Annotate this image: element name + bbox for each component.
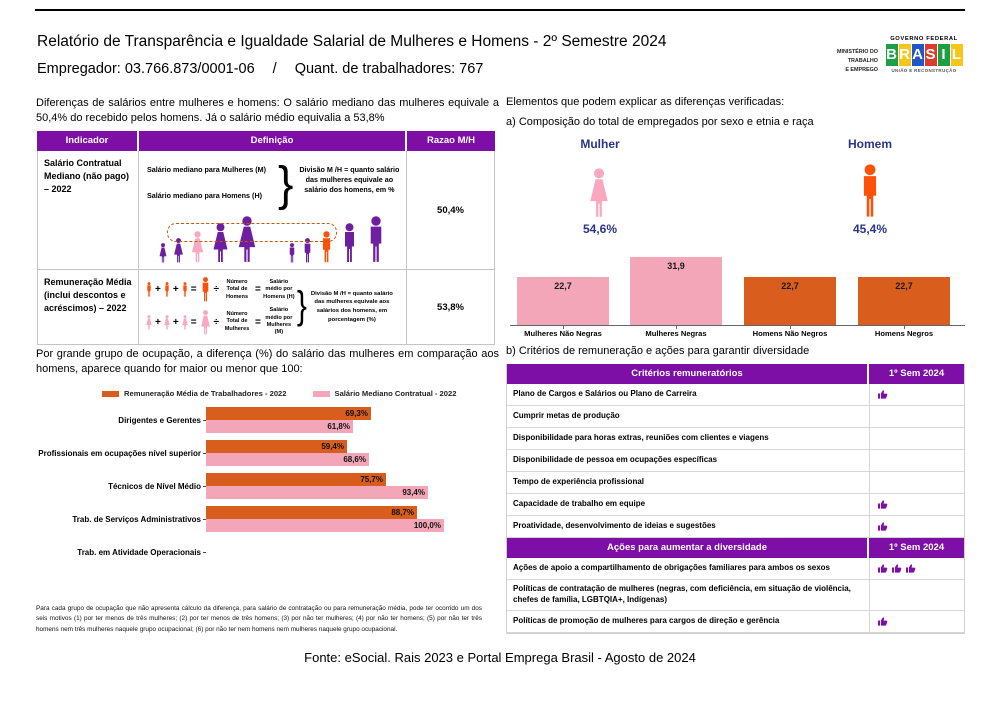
table-row: [507, 580, 964, 611]
government-logo: [818, 30, 966, 88]
homem-label: Homem: [847, 137, 892, 151]
plus-sign: +: [172, 284, 179, 296]
legend-item: Salário Mediano Contratual - 2022: [313, 389, 457, 398]
criteria-check-cell: [869, 558, 964, 579]
criteria-label: Ações de apoio a compartilhamento de obrigações familiares para ambos os sexos: [513, 563, 830, 573]
composition-bar: [744, 277, 836, 325]
composition-bar-chart: [510, 248, 965, 343]
occupation-label: Trab. em Atividade Operacionais: [36, 539, 206, 565]
occupation-label: Trab. de Serviços Administrativos: [36, 506, 206, 532]
homem-pct: 45,4%: [852, 222, 888, 236]
man-icon: [163, 282, 171, 297]
median-lines: [147, 157, 275, 200]
equals-sign: =: [255, 284, 261, 296]
indicator-table-header: [37, 131, 495, 151]
formula-total-label: Número Total de Mulheres: [224, 311, 250, 332]
man-icon: [199, 277, 212, 302]
criteria-label: Políticas de promoção de mulheres para cargos de direção e gerência: [513, 615, 780, 625]
bar-value: 93,4%: [402, 488, 425, 497]
col-razao: Razao M/H: [407, 131, 495, 151]
occupation-row: [36, 473, 496, 499]
page-title: Relatório de Transparência e Igualdade Salarial de Mulheres e Homens - 2º Semestre 2024: [37, 33, 667, 50]
brasil-letter: L: [951, 44, 963, 66]
thumbs-up-icon: [877, 521, 888, 532]
brasil-letter: S: [925, 44, 937, 66]
definition-cell: [139, 151, 407, 269]
employer-line: [37, 61, 483, 77]
occupation-row: [36, 407, 496, 433]
criteria-check-cell: [869, 406, 964, 427]
indicator-table: [37, 131, 495, 345]
occupation-row: [36, 440, 496, 466]
governo-federal-label: GOVERNO FEDERAL: [890, 36, 958, 42]
criteria-header-period: 1º Sem 2024: [869, 364, 964, 384]
indicator-table-body: [37, 151, 495, 345]
composition-bar: [858, 277, 950, 325]
men-average-formula: [145, 277, 295, 302]
bar-value: 22,7: [895, 281, 913, 291]
ratio-value: 53,8%: [437, 301, 464, 313]
table-row: [507, 428, 964, 450]
occupation-label: Profissionais em ocupações nível superior: [36, 440, 206, 466]
category-label: Mulheres Não Negras: [524, 329, 602, 338]
plus-sign: +: [155, 316, 161, 328]
brasil-letter: A: [912, 44, 924, 66]
ministry-line-1: MINISTÉRIO DO: [836, 49, 878, 55]
median-figures: [139, 211, 406, 263]
occupation-bars: [206, 407, 496, 433]
table-row: [507, 450, 964, 472]
woman-icon: [163, 315, 171, 330]
equals-sign: =: [190, 316, 197, 328]
brasil-wordmark: [882, 44, 966, 66]
thumbs-up-icon: [877, 389, 888, 400]
criteria-label: Plano de Cargos e Salários ou Plano de Carreira: [513, 389, 697, 399]
salary-difference-intro: Diferenças de salários entre mulheres e homens: O salário mediano das mulheres equivale a 50,4% do recebido pelos homens. Já o salário médio equivalia a 53,8%: [36, 97, 499, 125]
criteria-label: Capacidade de trabalho em equipe: [513, 499, 646, 509]
definition-cell: [139, 270, 407, 344]
occupation-bar: [206, 519, 444, 532]
actions-header-period: 1º Sem 2024: [869, 538, 964, 558]
bar-value: 68,6%: [343, 455, 366, 464]
median-women-line: Salário mediano para Mulheres (M): [147, 165, 267, 174]
criteria-header: [507, 364, 964, 384]
woman-figure-icon: [586, 168, 612, 218]
category-label: Homens Não Negros: [752, 329, 828, 338]
category-label: Mulheres Negras: [645, 329, 707, 338]
composition-bar: [517, 277, 609, 325]
criteria-title: b) Critérios de remuneração e ações para garantir diversidade: [506, 345, 810, 357]
brasil-logo: [882, 30, 966, 73]
thumbs-up-icon: [877, 616, 888, 627]
criteria-check-cell: [869, 494, 964, 515]
man-figure-icon: [856, 164, 884, 218]
divide-sign: ÷: [213, 316, 220, 328]
composition-bar: [630, 257, 722, 325]
category-label: Homens Negros: [874, 329, 934, 338]
table-row: [507, 472, 964, 494]
composition-title: a) Composição do total de empregados por sexo e etnia e raça: [506, 116, 814, 128]
mulher-label: Mulher: [580, 137, 620, 151]
formula-average-label: Salário médio por Mulheres (M): [265, 307, 293, 336]
separator: /: [272, 61, 277, 77]
plus-sign: +: [172, 316, 179, 328]
thumbs-up-icon: [905, 563, 916, 574]
women-average-formula: [145, 307, 295, 336]
occupation-bar: [206, 407, 371, 420]
thumbs-up-icon: [877, 563, 888, 574]
criteria-header-label: Critérios remuneratórios: [507, 364, 867, 384]
bar-value: 59,4%: [321, 442, 344, 451]
mulher-pct: 54,6%: [582, 222, 618, 236]
occupation-bar-chart: [36, 407, 496, 572]
occupation-row: [36, 506, 496, 532]
legend-item: Remuneração Média de Trabalhadores - 2022: [102, 389, 287, 398]
woman-icon: [181, 315, 189, 330]
woman-icon: [199, 310, 212, 335]
criteria-check-cell: [869, 516, 964, 537]
ministry-line-2: TRABALHO: [847, 58, 878, 65]
woman-icon: [145, 315, 153, 330]
occupation-row: [36, 539, 496, 565]
table-row: [507, 516, 964, 538]
criteria-label: Cumprir metas de produção: [513, 411, 620, 421]
col-definicao: Definição: [139, 131, 405, 151]
occupation-bars: [206, 539, 496, 565]
logo-tagline: UNIÃO E RECONSTRUÇÃO: [891, 68, 957, 73]
bar-value: 22,7: [781, 281, 799, 291]
average-note: Divisão M /H = quanto salário das mulheres equivale aos salários dos homens, em porcentagem (%): [310, 290, 393, 323]
median-definition: [139, 151, 406, 209]
criteria-check-cell: [869, 384, 964, 405]
criteria-check-cell: [869, 580, 964, 610]
occupation-label: Dirigentes e Gerentes: [36, 407, 206, 433]
bar-value: 75,7%: [360, 475, 383, 484]
elements-title: Elementos que podem explicar as diferenças verificadas:: [506, 96, 785, 108]
table-row: [507, 558, 964, 580]
table-row: [507, 494, 964, 516]
chart-legend: [102, 389, 456, 398]
man-icon: [287, 243, 297, 263]
workers-count: Quant. de trabalhadores: 767: [294, 61, 484, 77]
occupation-bar: [206, 453, 369, 466]
median-note: Divisão M /H = quanto salário das mulheres equivale ao salário dos homens, em %: [299, 165, 400, 195]
formula-average-label: Salário médio por Homens (H): [263, 279, 295, 300]
occupation-bar: [206, 506, 417, 519]
criteria-label: Disponibilidade de pessoa em ocupações específicas: [513, 455, 718, 465]
actions-header: [507, 538, 964, 558]
divide-sign: ÷: [213, 284, 220, 296]
man-icon: [364, 216, 388, 263]
bar-value: 88,7%: [391, 508, 414, 517]
ministry-text: [818, 48, 878, 76]
indicator-name: Remuneração Média (inclui descontos e acréscimos) – 2022: [38, 270, 139, 344]
occupation-bars: [206, 473, 496, 499]
table-row: [507, 611, 964, 633]
bar-value: 22,7: [554, 281, 572, 291]
ratio-value: 50,4%: [437, 204, 464, 216]
indicator-name: Salário Contratual Mediano (não pago) – 2022: [38, 151, 139, 269]
actions-header-label: Ações para aumentar a diversidade: [507, 538, 867, 558]
equals-sign: =: [255, 316, 261, 328]
plus-sign: +: [155, 284, 161, 296]
man-icon: [181, 282, 189, 297]
criteria-table: [506, 364, 965, 634]
table-row: [507, 406, 964, 428]
occupation-bar: [206, 420, 353, 433]
composition-plot-area: [510, 248, 965, 326]
table-row: [38, 270, 494, 344]
man-icon: [145, 282, 153, 297]
occupation-bars: [206, 506, 496, 532]
criteria-label: Proatividade, desenvolvimento de ideias e sugestões: [513, 521, 716, 531]
criteria-label: Políticas de contratação de mulheres (negras, com deficiência, em situação de violência, chefes de família, LGBTQIA+, Indígenas): [513, 584, 851, 604]
occupation-bars: [206, 440, 496, 466]
top-border-line: [35, 9, 965, 11]
legend-swatch: [102, 391, 119, 397]
median-highlight-box: [167, 223, 337, 242]
occupation-intro: Por grande grupo de ocupação, a diferença (%) do salário das mulheres em comparação aos homens, aparece quando for maior ou menor que 100:: [36, 348, 499, 376]
woman-icon: [158, 243, 168, 263]
formula-total-label: Número Total de Homens: [225, 279, 249, 300]
legend-swatch: [313, 391, 330, 397]
ministry-line-3: E EMPREGO: [845, 67, 878, 74]
criteria-check-cell: [869, 428, 964, 449]
bar-value: 31,9: [667, 261, 685, 271]
thumbs-up-icon: [891, 563, 902, 574]
occupation-bar: [206, 440, 347, 453]
criteria-check-cell: [869, 472, 964, 493]
employer-id: Empregador: 03.766.873/0001-06: [37, 61, 255, 77]
woman-icon: [586, 168, 612, 223]
occupation-bar: [206, 486, 428, 499]
table-row: [38, 151, 494, 270]
average-formula: [139, 270, 406, 344]
brace-glyph: }: [296, 284, 307, 328]
man-icon: [856, 164, 884, 223]
brasil-letter: R: [899, 44, 911, 66]
man-icon: [339, 223, 360, 263]
criteria-check-cell: [869, 450, 964, 471]
composition-categories: [510, 329, 965, 343]
chart-footnote: Para cada grupo de ocupação que não apresenta cálculo da diferença, para salário de contratação ou para remuneração média, pode ter ocorrido um dos seis motivos (1) por ter menos de três mulheres; (2) por ter menos de três homens; (3) por não ter mulheres; (4) por não ter homens; (5) por não ter três homens nem três mulheres naquele grupo ocupacional; (6) por não ter nem homens nem mulheres naquele grupo ocupacional.: [36, 605, 482, 633]
criteria-rows: [507, 384, 964, 538]
col-indicador: Indicador: [37, 131, 137, 151]
median-men-line: Salário mediano para Homens (H): [147, 191, 263, 200]
actions-rows: [507, 558, 964, 633]
brasil-letter: I: [938, 44, 950, 66]
bar-value: 61,8%: [327, 422, 350, 431]
thumbs-up-icon: [877, 499, 888, 510]
equals-sign: =: [190, 284, 197, 296]
source-footer: Fonte: eSocial. Rais 2023 e Portal Emprega Brasil - Agosto de 2024: [304, 650, 696, 665]
occupation-label: Técnicos de Nível Médio: [36, 473, 206, 499]
criteria-label: Disponibilidade para horas extras, reuniões com clientes e viagens: [513, 433, 769, 443]
table-row: [507, 384, 964, 406]
occupation-bar: [206, 473, 386, 486]
brace-glyph: }: [278, 155, 294, 211]
criteria-label: Tempo de experiência profissional: [513, 477, 644, 487]
bar-value: 69,3%: [345, 409, 368, 418]
brasil-letter: B: [886, 44, 898, 66]
bar-value: 100,0%: [413, 521, 441, 530]
criteria-check-cell: [869, 611, 964, 632]
